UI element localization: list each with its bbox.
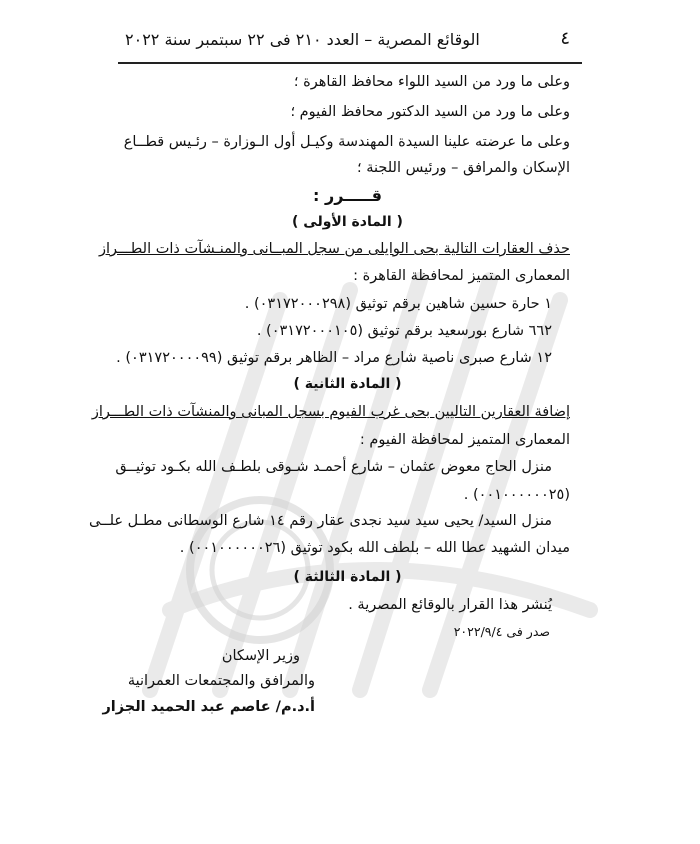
issue-date: صدر فى ٢٠٢٢/٩/٤ xyxy=(453,624,550,639)
article-2-text: المعمارى المتميز لمحافظة الفيوم : xyxy=(359,432,570,448)
list-item: (٠٠١٠٠٠٠٠٠٢٥) . xyxy=(463,487,570,503)
list-item: ١٢ شارع صبرى ناصية شارع مراد – الظاهر برقم توثيق (٠٣١٧٢٠٠٠٠٩٩) . xyxy=(116,350,552,366)
list-item: ميدان الشهيد عطا الله – بلطف الله بكود توثيق (٠٠١٠٠٠٠٠٠٢٦) . xyxy=(179,540,570,556)
list-item: منزل السيد/ يحيى سيد سيد نجدى عقار رقم ١٤ شارع الوسطانى مطـل علــى xyxy=(89,513,552,529)
page-header xyxy=(125,28,570,58)
header-divider xyxy=(118,62,582,64)
article-1-text: المعمارى المتميز لمحافظة القاهرة : xyxy=(353,268,570,284)
article-3-heading: ( المادة الثالثة ) xyxy=(293,569,402,585)
article-1-heading: ( المادة الأولى ) xyxy=(292,214,403,230)
page-number: ٤ xyxy=(560,28,570,49)
signatory-name: أ.د.م/ عاصم عبد الحميد الجزار xyxy=(102,699,315,715)
list-item: منزل الحاج معوض عثمان – شارع أحمـد شـوقى بلطـف الله بكـود توثيــق xyxy=(115,459,552,475)
preamble-line: وعلى ما عرضته علينا السيدة المهندسة وكيـل أول الـوزارة – رئـيس قطــاع xyxy=(123,134,570,150)
article-1-text: حذف العقارات التالية بحى الوايلى من سجل المبــانى والمنـشآت ذات الطـــراز xyxy=(99,241,570,257)
list-item: ١ حارة حسين شاهين برقم توثيق (٠٣١٧٢٠٠٠٢٩٨) . xyxy=(244,296,552,312)
article-3-text: يُنشر هذا القرار بالوقائع المصرية . xyxy=(348,597,552,613)
article-2-text: إضافة العقارين التاليين بحى غرب الفيوم بسجل المبانى والمنشآت ذات الطـــراز xyxy=(91,404,570,420)
list-item: ٦٦٢ شارع بورسعيد برقم توثيق (٠٣١٧٢٠٠٠١٠٥) . xyxy=(256,323,552,339)
header-title: الوقائع المصرية – العدد ٢١٠ فى ٢٢ سبتمبر سنة ٢٠٢٢ xyxy=(125,30,480,49)
signatory-title: وزير الإسكان xyxy=(221,648,300,664)
preamble-line: وعلى ما ورد من السيد اللواء محافظ القاهرة ؛ xyxy=(293,74,570,90)
decision-title: قـــــرر : xyxy=(313,186,382,205)
signatory-title: والمرافق والمجتمعات العمرانية xyxy=(127,673,315,689)
preamble-line: وعلى ما ورد من السيد الدكتور محافظ الفيوم ؛ xyxy=(290,104,570,120)
preamble-line: الإسكان والمرافق – ورئيس اللجنة ؛ xyxy=(357,160,570,176)
article-2-heading: ( المادة الثانية ) xyxy=(293,376,402,392)
